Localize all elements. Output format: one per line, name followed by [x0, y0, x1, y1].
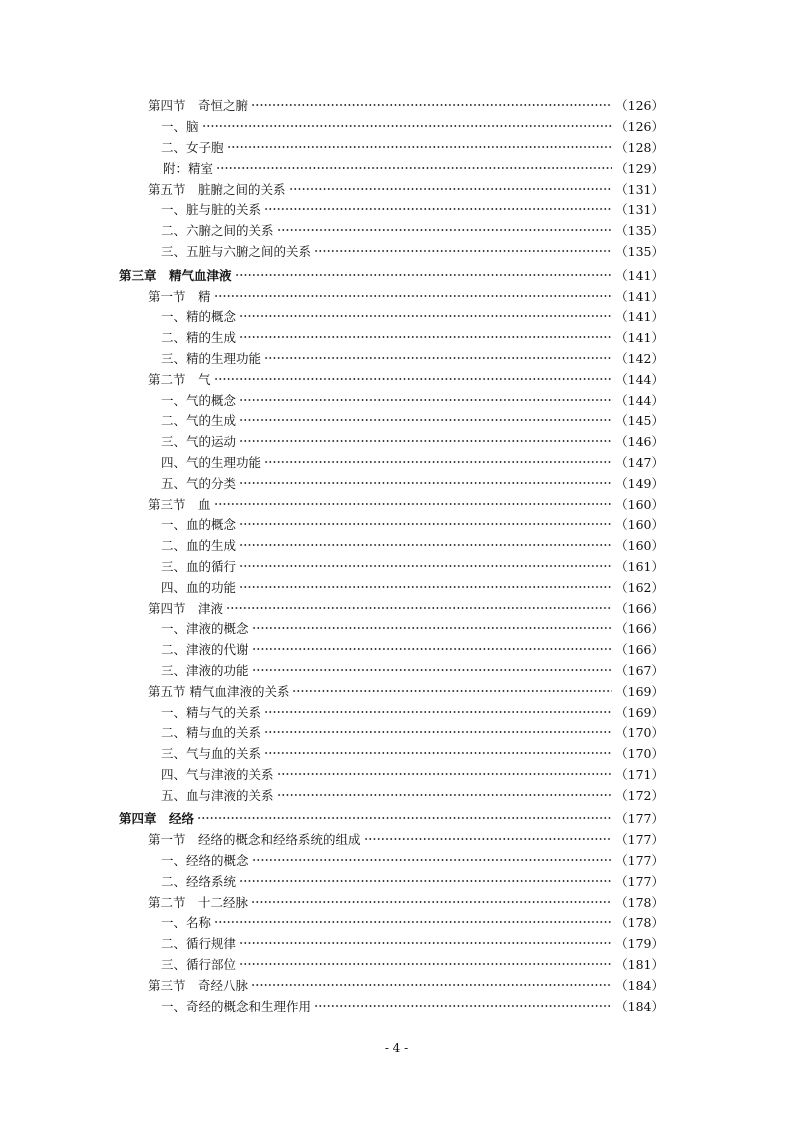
- toc-entry-section[interactable]: [0, 974, 793, 995]
- toc-entry-item[interactable]: [0, 660, 793, 681]
- toc-entry-page-number: （177）: [615, 811, 664, 827]
- toc-entry-label: 三、五脏与六腑之间的关系: [161, 243, 312, 259]
- toc-entry-item[interactable]: [0, 535, 793, 556]
- toc-entry-section[interactable]: [0, 597, 793, 618]
- toc-entry-item[interactable]: [0, 116, 793, 137]
- toc-entry-page-number: （142）: [615, 350, 664, 366]
- dot-leader: [239, 415, 612, 425]
- toc-entry-page-number: （126）: [615, 98, 664, 114]
- toc-entry-page-number: （141）: [615, 267, 664, 283]
- dot-leader: [251, 100, 612, 110]
- toc-entry-page-number: （167）: [615, 662, 664, 678]
- dot-leader: [214, 374, 613, 384]
- toc-entry-item[interactable]: [0, 452, 793, 473]
- dot-leader: [292, 686, 612, 696]
- toc-entry-item[interactable]: [0, 306, 793, 327]
- toc-entry-page-number: （160）: [615, 538, 664, 554]
- dot-leader: [239, 582, 612, 592]
- dot-leader: [239, 540, 612, 550]
- toc-entry-page-number: （144）: [615, 371, 664, 387]
- dot-leader: [226, 603, 612, 613]
- dot-leader: [235, 270, 613, 280]
- toc-entry-section[interactable]: [0, 368, 793, 389]
- dot-leader: [239, 959, 612, 969]
- toc-entry-label: 一、奇经的概念和生理作用: [161, 998, 312, 1014]
- toc-entry-item[interactable]: [0, 472, 793, 493]
- toc-entry-page-number: （179）: [615, 936, 664, 952]
- toc-entry-page-number: （160）: [615, 496, 664, 512]
- toc-entry-item[interactable]: [0, 410, 793, 431]
- toc-entry-label: 第四节 奇恒之腑: [148, 98, 249, 114]
- dot-leader: [264, 727, 612, 737]
- dot-leader: [239, 561, 612, 571]
- toc-entry-appendix[interactable]: [0, 157, 793, 178]
- toc-entry-label: 一、气的概念: [161, 392, 237, 408]
- toc-entry-label: 第三节 奇经八脉: [148, 977, 249, 993]
- toc-entry-label: 第四节 津液: [148, 600, 224, 616]
- toc-entry-section[interactable]: [0, 493, 793, 514]
- dot-leader: [314, 1001, 612, 1011]
- toc-entry-label: 一、脏与脏的关系: [161, 202, 262, 218]
- dot-leader: [277, 790, 613, 800]
- dot-leader: [239, 938, 612, 948]
- toc-entry-label: 四、气与津液的关系: [161, 766, 274, 782]
- dot-leader: [227, 142, 613, 152]
- toc-entry-item[interactable]: [0, 576, 793, 597]
- dot-leader: [239, 478, 612, 488]
- toc-entry-item[interactable]: [0, 137, 793, 158]
- toc-entry-page-number: （172）: [615, 787, 664, 803]
- toc-entry-section[interactable]: [0, 680, 793, 701]
- toc-entry-label: 三、气与血的关系: [161, 746, 262, 762]
- toc-entry-label: 第二节 十二经脉: [148, 894, 249, 910]
- dot-leader: [277, 225, 613, 235]
- toc-entry-page-number: （144）: [615, 392, 664, 408]
- toc-entry-label: 五、气的分类: [161, 475, 237, 491]
- toc-entry-label: 一、精的概念: [161, 309, 237, 325]
- toc-entry-label: 第四章 经络: [119, 811, 195, 827]
- dot-leader: [264, 707, 612, 717]
- toc-entry-item[interactable]: [0, 327, 793, 348]
- toc-entry-label: 五、血与津液的关系: [161, 787, 274, 803]
- toc-entry-label: 一、经络的概念: [161, 853, 249, 869]
- toc-entry-item[interactable]: [0, 639, 793, 660]
- toc-entry-page-number: （146）: [615, 434, 664, 450]
- toc-entry-page-number: （178）: [615, 894, 664, 910]
- toc-entry-page-number: （170）: [615, 725, 664, 741]
- toc-entry-label: 三、气的运动: [161, 434, 237, 450]
- toc-entry-page-number: （149）: [615, 475, 664, 491]
- toc-entry-item[interactable]: [0, 995, 793, 1016]
- toc-entry-label: 一、名称: [161, 915, 212, 931]
- toc-entry-label: 三、津液的功能: [161, 662, 249, 678]
- dot-leader: [239, 395, 612, 405]
- toc-entry-page-number: （181）: [615, 957, 664, 973]
- toc-entry-label: 二、女子胞: [161, 139, 224, 155]
- page-number-footer: - 4 -: [384, 1041, 409, 1055]
- toc-entry-label: 二、精与血的关系: [161, 725, 262, 741]
- toc-entry-page-number: （135）: [615, 223, 664, 239]
- dot-leader: [214, 917, 612, 927]
- dot-leader: [202, 121, 613, 131]
- toc-entry-page-number: （131）: [615, 181, 664, 197]
- dot-leader: [214, 499, 613, 509]
- dot-leader: [252, 644, 613, 654]
- toc-entry-chapter[interactable]: [0, 808, 793, 829]
- table-of-contents: [0, 95, 793, 1016]
- toc-entry-item[interactable]: [0, 870, 793, 891]
- toc-entry-label: 第二节 气: [148, 371, 211, 387]
- toc-entry-page-number: （177）: [615, 873, 664, 889]
- toc-entry-label: 一、津液的概念: [161, 621, 249, 637]
- toc-entry-label: 三、精的生理功能: [161, 350, 262, 366]
- toc-entry-label: 附：精室: [163, 160, 214, 176]
- dot-leader: [239, 311, 612, 321]
- dot-leader: [251, 980, 612, 990]
- toc-entry-section[interactable]: [0, 891, 793, 912]
- toc-entry-chapter[interactable]: [0, 264, 793, 285]
- dot-leader: [314, 246, 612, 256]
- toc-entry-label: 第五节 精气血津液的关系: [148, 683, 290, 699]
- toc-entry-page-number: （160）: [615, 517, 664, 533]
- toc-entry-label: 二、六腑之间的关系: [161, 223, 274, 239]
- toc-entry-item[interactable]: [0, 348, 793, 369]
- toc-entry-page-number: （169）: [615, 704, 664, 720]
- dot-leader: [239, 876, 612, 886]
- toc-entry-label: 二、气的生成: [161, 413, 237, 429]
- toc-entry-item[interactable]: [0, 556, 793, 577]
- toc-entry-page-number: （184）: [615, 977, 664, 993]
- toc-entry-item[interactable]: [0, 514, 793, 535]
- dot-leader: [252, 855, 613, 865]
- dot-leader: [251, 897, 612, 907]
- dot-leader: [277, 769, 613, 779]
- toc-entry-page-number: （178）: [615, 915, 664, 931]
- dot-leader: [264, 204, 612, 214]
- toc-entry-page-number: （161）: [615, 558, 664, 574]
- toc-entry-label: 一、脑: [161, 119, 199, 135]
- toc-entry-label: 第五节 脏腑之间的关系: [148, 181, 286, 197]
- toc-entry-section[interactable]: [0, 95, 793, 116]
- toc-entry-page-number: （166）: [615, 642, 664, 658]
- toc-entry-page-number: （135）: [615, 243, 664, 259]
- toc-entry-item[interactable]: [0, 722, 793, 743]
- toc-entry-page-number: （184）: [615, 998, 664, 1014]
- toc-entry-label: 一、精与气的关系: [161, 704, 262, 720]
- dot-leader: [216, 163, 612, 173]
- toc-entry-page-number: （162）: [615, 579, 664, 595]
- toc-entry-item[interactable]: [0, 912, 793, 933]
- toc-entry-page-number: （147）: [615, 454, 664, 470]
- dot-leader: [252, 665, 613, 675]
- dot-leader: [264, 353, 612, 363]
- toc-entry-page-number: （141）: [615, 330, 664, 346]
- dot-leader: [264, 457, 612, 467]
- toc-entry-page-number: （169）: [615, 683, 664, 699]
- toc-entry-label: 四、气的生理功能: [161, 454, 262, 470]
- toc-entry-page-number: （166）: [615, 621, 664, 637]
- toc-entry-item[interactable]: [0, 933, 793, 954]
- dot-leader: [264, 748, 612, 758]
- toc-entry-item[interactable]: [0, 431, 793, 452]
- toc-entry-item[interactable]: [0, 954, 793, 975]
- toc-entry-label: 二、循行规律: [161, 936, 237, 952]
- toc-entry-page-number: （141）: [615, 288, 664, 304]
- dot-leader: [239, 332, 612, 342]
- toc-entry-label: 第三节 血: [148, 496, 211, 512]
- dot-leader: [239, 519, 612, 529]
- toc-entry-page-number: （145）: [615, 413, 664, 429]
- toc-entry-item[interactable]: [0, 241, 793, 262]
- toc-entry-section[interactable]: [0, 285, 793, 306]
- toc-entry-item[interactable]: [0, 389, 793, 410]
- toc-entry-label: 三、血的循行: [161, 558, 237, 574]
- dot-leader: [252, 623, 613, 633]
- toc-entry-section[interactable]: [0, 178, 793, 199]
- toc-entry-label: 一、血的概念: [161, 517, 237, 533]
- toc-entry-label: 二、津液的代谢: [161, 642, 249, 658]
- toc-entry-label: 四、血的功能: [161, 579, 237, 595]
- toc-entry-label: 第三章 精气血津液: [119, 267, 232, 283]
- toc-entry-item[interactable]: [0, 618, 793, 639]
- toc-entry-item[interactable]: [0, 199, 793, 220]
- toc-entry-section[interactable]: [0, 829, 793, 850]
- toc-entry-page-number: （177）: [615, 832, 664, 848]
- toc-entry-page-number: （170）: [615, 746, 664, 762]
- toc-entry-page-number: （128）: [615, 139, 664, 155]
- toc-entry-label: 二、血的生成: [161, 538, 237, 554]
- toc-entry-label: 二、经络系统: [161, 873, 237, 889]
- dot-leader: [197, 813, 612, 823]
- toc-entry-page-number: （131）: [615, 202, 664, 218]
- toc-entry-label: 二、精的生成: [161, 330, 237, 346]
- toc-entry-item[interactable]: [0, 850, 793, 871]
- dot-leader: [364, 834, 613, 844]
- dot-leader: [289, 184, 613, 194]
- toc-entry-page-number: （166）: [615, 600, 664, 616]
- toc-entry-label: 第一节 精: [148, 288, 211, 304]
- toc-entry-label: 第一节 经络的概念和经络系统的组成: [148, 832, 361, 848]
- toc-entry-page-number: （126）: [615, 119, 664, 135]
- toc-entry-item[interactable]: [0, 701, 793, 722]
- dot-leader: [239, 436, 612, 446]
- toc-entry-page-number: （129）: [615, 160, 664, 176]
- toc-entry-item[interactable]: [0, 220, 793, 241]
- dot-leader: [214, 291, 613, 301]
- toc-entry-item[interactable]: [0, 743, 793, 764]
- toc-entry-label: 三、循行部位: [161, 957, 237, 973]
- toc-entry-page-number: （171）: [615, 766, 664, 782]
- toc-entry-item[interactable]: [0, 784, 793, 805]
- toc-entry-item[interactable]: [0, 764, 793, 785]
- toc-entry-page-number: （141）: [615, 309, 664, 325]
- toc-entry-page-number: （177）: [615, 853, 664, 869]
